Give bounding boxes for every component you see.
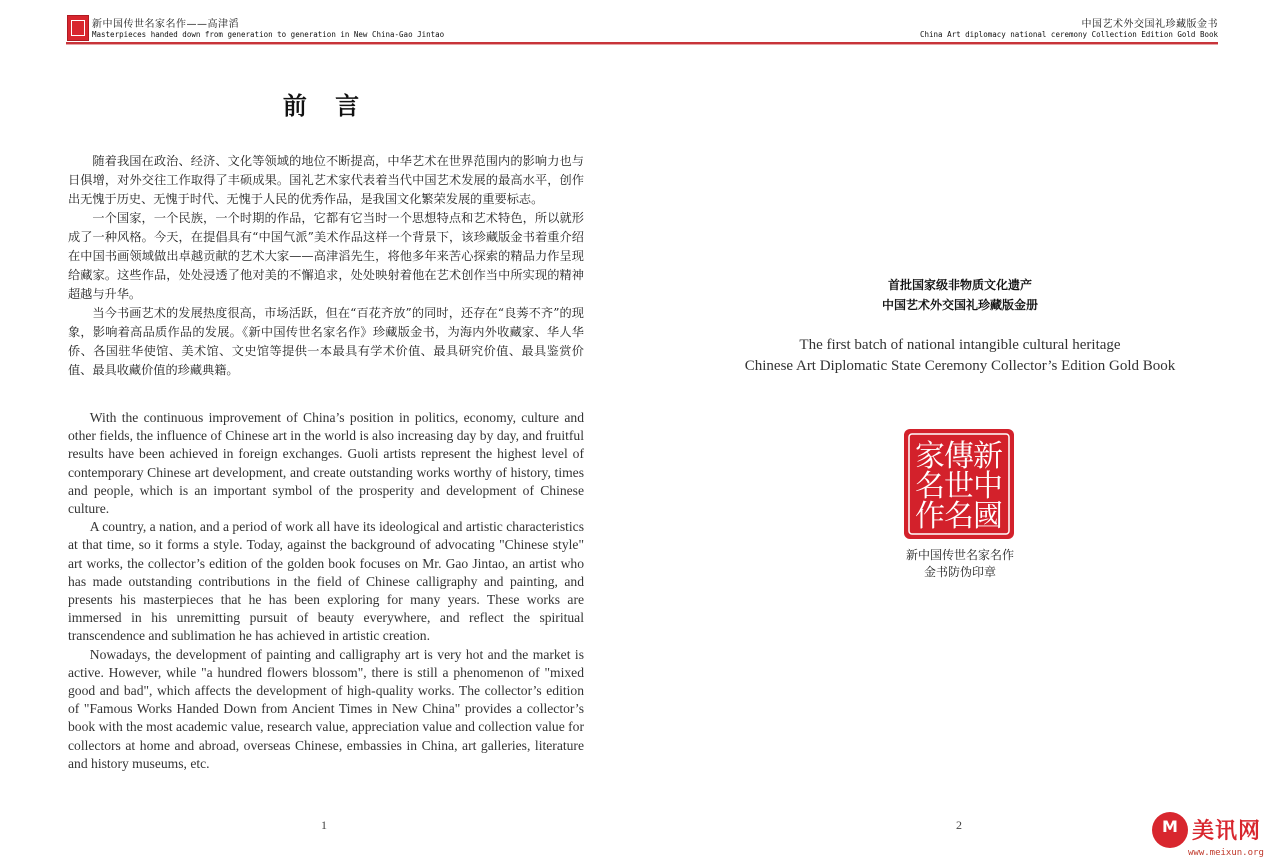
- seal-character: 作: [915, 499, 945, 534]
- seal-caption-line1: 新中国传世名家名作: [905, 548, 1014, 562]
- heritage-title-en: The first batch of national intangible cultural heritage: [799, 337, 1121, 353]
- seal-character: 世: [944, 469, 974, 504]
- seal-character: 國: [973, 499, 1003, 534]
- anti-counterfeit-seal-icon: [903, 428, 1015, 540]
- en-paragraph: Nowadays, the development of painting and calligraphy art is very hot and the market is active. However, while "a hundred flowers blossom", there is still a phenomenon of "mixed good and bad", which affects the development of high-quality works. The collector’s edition of "Famous Works Handed Down from Ancient Times in New China" provides a collector’s book with the most academic value, research value, appreciation value and collection value for collectors at home and abroad, overseas Chinese, embassies in China, art galleries, literature and history museums, etc.: [68, 646, 584, 771]
- watermark-url: www.meixun.org: [1188, 848, 1264, 858]
- seal-logo-icon: [67, 15, 89, 41]
- header-left-title-cn: 新中国传世名家名作——高津滔: [92, 19, 239, 30]
- heritage-title-cn: 首批国家级非物质文化遗产: [887, 278, 1032, 292]
- seal-caption-line2: 金书防伪印章: [923, 565, 996, 579]
- page-number-right: 2: [956, 818, 962, 832]
- seal-character: 家: [915, 439, 945, 474]
- meixun-logo-icon: M: [1152, 812, 1188, 848]
- header-right-title-cn: 中国艺术外交国礼珍藏版金书: [1081, 19, 1218, 30]
- seal-character: 名: [915, 469, 945, 504]
- en-paragraph: A country, a nation, and a period of work all have its ideological and artistic characteristics at that time, so it forms a style. Today, against the background of advocating "Chinese style" art works, the collector’s edition of the golden book focuses on Mr. Gao Jintao, an artist who has made outstanding contributions in the field of Chinese calligraphy and painting, and presents his masterpieces that he has been exploring for many years. These works are immersed in his unremitting pursuit of beauty everywhere, and reflect the spiritual transcendence and sublimation he has achieved in artistic creation.: [68, 519, 584, 644]
- page-title: 前 言: [282, 92, 370, 120]
- header-right-title-en: China Art diplomacy national ceremony Collection Edition Gold Book: [919, 30, 1218, 39]
- seal-character: 新: [973, 439, 1003, 474]
- seal-character: 傳: [944, 439, 974, 474]
- preface-chinese-text: [68, 152, 584, 380]
- gold-book-title-cn: 中国艺术外交国礼珍藏版金册: [881, 298, 1038, 312]
- header-left-title-en: Masterpieces handed down from generation to generation in New China-Gao Jintao: [92, 30, 445, 39]
- cn-paragraph: 当今书画艺术的发展热度很高，市场活跃，但在“百花齐放”的同时，还存在“良莠不齐”的现象，影响着高品质作品的发展。《新中国传世名家名作》珍藏版金书，为海内外收藏家、华人华侨、各国驻华使馆、美术馆、文史馆等提供一本最具有学术价值、最具研究价值、最具鉴赏价值、最具收藏价值的珍藏典籍。: [68, 306, 584, 377]
- site-watermark: [1150, 808, 1280, 862]
- seal-character: 名: [944, 499, 974, 534]
- header-divider-shadow: [66, 44, 1218, 45]
- gold-book-title-en: Chinese Art Diplomatic State Ceremony Collector’s Edition Gold Book: [744, 358, 1176, 374]
- preface-english-text: [68, 409, 584, 773]
- cn-paragraph: 随着我国在政治、经济、文化等领域的地位不断提高，中华艺术在世界范围内的影响力也与日俱增，对外交往工作取得了丰硕成果。国礼艺术家代表着当代中国艺术发展的最高水平，创作出无愧于历史、无愧于时代、无愧于人民的优秀作品，是我国文化繁荣发展的重要标志。: [68, 154, 584, 206]
- page-number-left: 1: [321, 818, 327, 832]
- seal-character: 中: [973, 469, 1003, 504]
- watermark-brand: 美讯网: [1192, 819, 1262, 844]
- page-header: [0, 0, 1280, 46]
- en-paragraph: With the continuous improvement of China’s position in politics, economy, culture and other fields, the influence of Chinese art in the world is also increasing day by day, and fruitful results have been achieved in foreign exchanges. Guoli artists represent the highest level of contemporary Chinese art development, and create outstanding works worthy of history, times and people, which is an important symbol of the prosperity and development of Chinese culture.: [68, 410, 584, 517]
- cn-paragraph: 一个国家，一个民族，一个时期的作品，它都有它当时一个思想特点和艺术特色，所以就形成了一种风格。今天，在提倡具有“中国气派”美术作品这样一个背景下，该珍藏版金书着重介绍在中国书画领域做出卓越贡献的艺术大家——高津滔先生，将他多年来苦心探索的精品力作呈现给藏家。这些作品，处处浸透了他对美的不懈追求，处处映射着他在艺术创作当中所实现的精神超越与升华。: [68, 211, 584, 301]
